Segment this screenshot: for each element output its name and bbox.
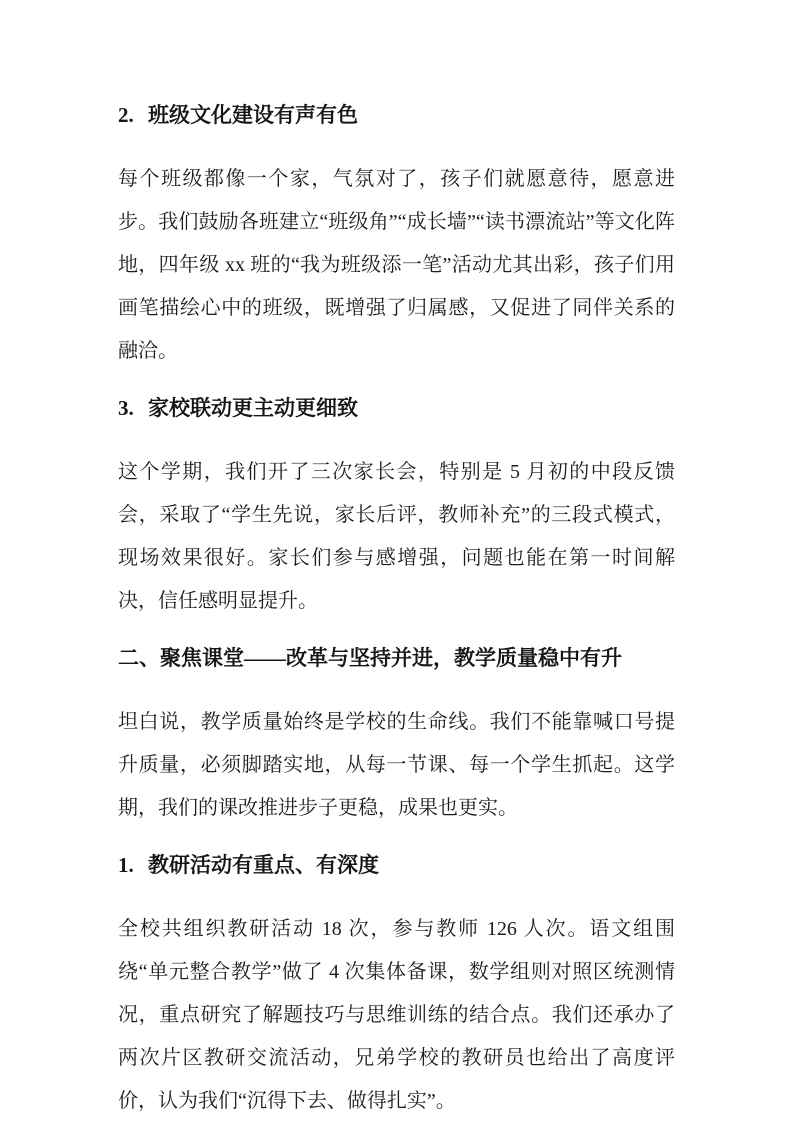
paragraph-teaching-quality: 坦白说，教学质量始终是学校的生命线。我们不能靠喊口号提升质量，必须脚踏实地，从每一节课、每一个学生抓起。这学期，我们的课改推进步子更稳，成果也更实。 — [118, 711, 675, 819]
heading-class-culture-text: 班级文化建设有声有色 — [148, 103, 358, 127]
heading-teaching-research-text: 教研活动有重点、有深度 — [148, 853, 379, 877]
heading-teaching-research — [118, 851, 675, 879]
heading-home-school — [118, 394, 675, 422]
heading-home-school-number: 3. — [118, 396, 134, 420]
paragraph-teaching-research: 全校共组织教研活动 18 次，参与教师 126 人次。语文组围绕“单元整合教学”做了 4 次集体备课，数学组则对照区统测情况，重点研究了解题技巧与思维训练的结合点。我们还承办了两次片区教研交流活动，兄弟学校的教研员也给出了高度评价，认为我们“沉得下去、做得扎实”。 — [118, 918, 675, 1112]
paragraph-class-culture: 每个班级都像一个家，气氛对了，孩子们就愿意待，愿意进步。我们鼓励各班建立“班级角”“成长墙”“读书漂流站”等文化阵地，四年级 xx 班的“我为班级添一笔”活动尤其出彩，孩子们用画笔描绘心中的班级，既增强了归属感，又促进了同伴关系的融洽。 — [118, 168, 675, 362]
heading-class-culture-number: 2. — [118, 103, 134, 127]
heading-class-culture — [118, 101, 675, 129]
heading-section-classroom: 二、聚焦课堂——改革与坚持并进，教学质量稳中有升 — [118, 646, 622, 670]
paragraph-home-school: 这个学期，我们开了三次家长会，特别是 5 月初的中段反馈会，采取了“学生先说，家长后评，教师补充”的三段式模式，现场效果很好。家长们参与感增强，问题也能在第一时间解决，信任感明显提升。 — [118, 461, 675, 612]
heading-teaching-research-number: 1. — [118, 853, 134, 877]
heading-home-school-text: 家校联动更主动更细致 — [148, 396, 358, 420]
